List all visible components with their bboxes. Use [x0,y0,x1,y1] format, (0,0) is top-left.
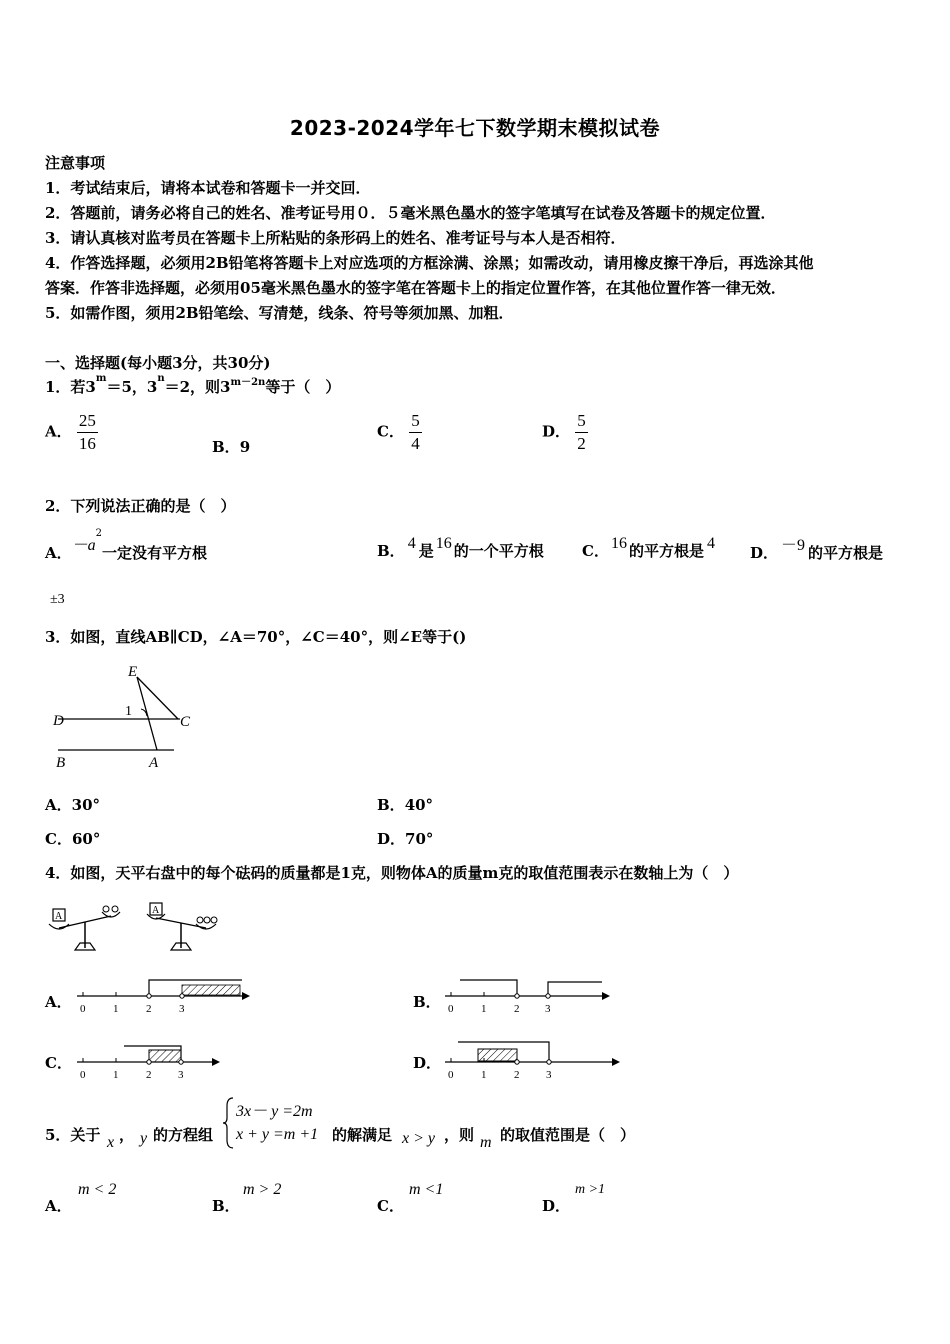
q3-option-c-value: 60° [71,830,101,848]
section-heading: 一、选择题(每小题3分，共30分) [45,354,271,372]
q2-option-a-sup: 2 [95,528,103,539]
q4-option-b-numberline[interactable] [440,976,620,1018]
label-d: D [53,713,64,729]
q3-option-b-label: B． [377,796,405,814]
axis-arrow [612,1058,620,1066]
q4-option-c-label[interactable]: C． [45,1054,72,1072]
tick-0: 0 [448,1069,454,1080]
brace-icon [222,1096,236,1150]
q1-option-b-label: B． [212,438,240,456]
q1-sup-m: m [95,373,107,384]
q1-option-a-label: A． [45,422,72,441]
tick-1: 1 [113,1003,119,1015]
q4-option-d-label[interactable]: D． [413,1054,442,1072]
notice-heading: 注意事项 [45,154,106,172]
q4-balance-figure [44,900,224,958]
q5-stem-d: ，则 [444,1126,475,1144]
q5-stem-c: 的解满足 [332,1126,393,1144]
q3-option-b[interactable] [377,794,433,815]
q2-option-d-tail: ±3 [50,592,65,607]
q1-stem-d: 等于（ ） [265,378,341,396]
tick-2: 2 [146,1003,152,1015]
label-b: B [56,755,66,771]
balance-scale-1 [49,906,120,950]
tick-0: 0 [80,1003,86,1015]
q2-option-c-text-1: 的平方根是 [628,542,704,560]
q4-option-d-numberline[interactable] [440,1036,630,1080]
q2-option-c[interactable] [582,535,718,561]
tick-1: 1 [481,1003,487,1015]
q1-option-d-label: D． [542,422,571,441]
q1-option-b[interactable] [212,436,250,457]
q4-option-c-numberline[interactable] [72,1038,232,1080]
range-bracket-to-2 [460,980,517,996]
q2-option-b-math-2: 16 [435,535,452,552]
q4-option-a-label[interactable]: A． [45,993,72,1011]
range-shading-2-to-3 [149,1050,181,1062]
range-shading-to-2 [478,1049,517,1061]
q5-option-b-value: m > 2 [243,1181,282,1198]
tick-3: 3 [178,1069,184,1080]
scale-object-label: A [152,905,160,916]
tick-1: 1 [113,1069,119,1080]
q3-option-d-value: 70° [405,830,434,848]
q1-option-b-value: 9 [239,438,251,456]
balance-scale-2 [147,903,217,950]
axis-arrow [242,992,250,1000]
q2-option-b-text-2: 的一个平方根 [453,542,544,560]
q2-option-d-text-1: 的平方根是 [808,544,884,562]
q5-var-m: m [480,1134,492,1151]
notice-item-3: 3．请认真核对监考员在答题卡上所粘贴的条形码上的姓名、准考证号与本人是否相符． [45,229,626,247]
tick-3: 3 [179,1003,185,1015]
q5-condition: x > y [402,1130,435,1147]
q1-stem-b: ＝5，3 [106,378,158,396]
tick-0: 0 [80,1069,86,1080]
q1-option-c-fraction [409,410,422,455]
q4-option-a-numberline[interactable] [72,976,252,1018]
q1-option-a[interactable] [45,410,98,455]
q3-option-c[interactable] [45,828,100,849]
axis-arrow [212,1058,220,1066]
q2-option-a-math: －a [71,537,96,554]
q5-option-c-value: m <1 [409,1181,444,1198]
q1-option-c-label: C． [377,422,404,441]
notice-item-2: 2．答题前，请务必将自己的姓名、准考证号用０．５毫米黑色墨水的签字笔填写在试卷及答题卡的规定位置． [45,204,776,222]
tick-3: 3 [546,1069,552,1080]
tick-3: 3 [545,1003,551,1015]
q2-option-d-math-1: －9 [781,537,806,554]
q4-option-b-label[interactable]: B． [413,993,441,1011]
q2-option-a[interactable] [45,528,208,563]
label-angle-1: 1 [125,704,132,719]
range-bracket-from-3 [548,982,602,996]
label-a: A [149,755,159,771]
q2-option-b-math-1: 4 [407,535,416,552]
q5-option-c-label[interactable]: C． [377,1197,404,1215]
q5-stem-b: 的方程组 [153,1126,214,1144]
q2-option-d[interactable] [750,537,884,563]
q2-stem: 2．下列说法正确的是（ ） [45,497,236,515]
notice-item-4-cont: 答案．作答非选择题，必须用05毫米黑色墨水的签字笔在答题卡上的指定位置作答，在其他位置作答一律无效． [45,279,786,297]
q2-option-a-label: A． [45,544,72,562]
q2-option-d-label: D． [750,544,779,562]
tick-2: 2 [514,1069,520,1080]
fraction-denominator: 4 [411,434,420,453]
q5-var-y: y [140,1130,148,1147]
q3-option-d-label: D． [377,830,406,848]
q2-option-b[interactable] [377,535,544,561]
fraction-numerator: 25 [77,410,98,433]
tick-1: 1 [481,1069,487,1080]
q5-option-a-label[interactable]: A． [45,1197,72,1215]
q5-var-x: x [107,1134,115,1151]
q5-equation-1: 3x－ y =2m [236,1103,313,1120]
q5-option-b-label[interactable]: B． [212,1197,240,1215]
notice-item-1: 1．考试结束后，请将本试卷和答题卡一并交回． [45,179,371,197]
q4-stem: 4．如图，天平右盘中的每个砝码的质量都是1克，则物体A的质量m克的取值范围表示在数轴上为（ ） [45,864,739,882]
tick-2: 2 [514,1003,520,1015]
q5-option-d-label[interactable]: D． [542,1197,571,1215]
q1-option-a-fraction [77,410,98,455]
page-title: 2023-2024学年七下数学期末模拟试卷 [289,116,661,140]
tick-2: 2 [146,1069,152,1080]
fraction-denominator: 2 [577,434,586,453]
q1-sup-exp: m－2n [230,377,266,388]
q2-option-c-math-1: 16 [610,535,627,552]
range-shading-from-3 [182,985,240,995]
q1-stem-a: 1．若3 [45,378,96,396]
q5-sep: ， [119,1126,135,1144]
q1-option-d[interactable] [542,410,588,455]
q5-equation-2: x + y =m +1 [236,1126,319,1143]
q3-option-a-label: A． [45,796,72,814]
q5-stem-a: 5．关于 [45,1126,101,1144]
q2-option-c-label: C． [582,542,609,560]
q3-figure [50,660,200,772]
q3-option-c-label: C． [45,830,72,848]
tick-0: 0 [448,1003,454,1015]
notice-item-4: 4．作答选择题，必须用2B铅笔将答题卡上对应选项的方框涂满、涂黑；如需改动，请用橡皮擦干净后，再选涂其他 [45,254,814,272]
scale-object-label: A [55,911,63,922]
q3-stem: 3．如图，直线AB∥CD，∠A＝70°，∠C＝40°，则∠E等于() [45,628,467,646]
q1-stem-c: ＝2，则3 [164,378,231,396]
q5-option-a-value: m < 2 [78,1181,117,1198]
q2-option-c-math-2: 4 [706,535,715,552]
label-c: C [180,714,191,730]
q5-option-d-value: m >1 [575,1182,606,1197]
q2-option-b-label: B． [377,542,405,560]
q3-option-d[interactable] [377,828,433,849]
q1-option-c[interactable] [377,410,422,455]
q1-sup-n: n [157,373,165,384]
q3-option-a-value: 30° [71,796,101,814]
axis-arrow [602,992,610,1000]
q3-option-a[interactable] [45,794,100,815]
q5-stem-e: 的取值范围是（ ） [500,1126,636,1144]
q3-option-b-value: 40° [404,796,434,814]
fraction-numerator: 5 [575,410,588,433]
q1-stem [45,373,341,397]
q2-option-a-text: 一定没有平方根 [102,544,208,562]
q2-option-b-text-1: 是 [418,542,434,560]
fraction-denominator: 16 [78,434,96,453]
q1-option-d-fraction [575,410,588,455]
label-e: E [128,664,138,680]
fraction-numerator: 5 [409,410,422,433]
notice-item-5: 5．如需作图，须用2B铅笔绘、写清楚，线条、符号等须加黑、加粗． [45,304,514,322]
